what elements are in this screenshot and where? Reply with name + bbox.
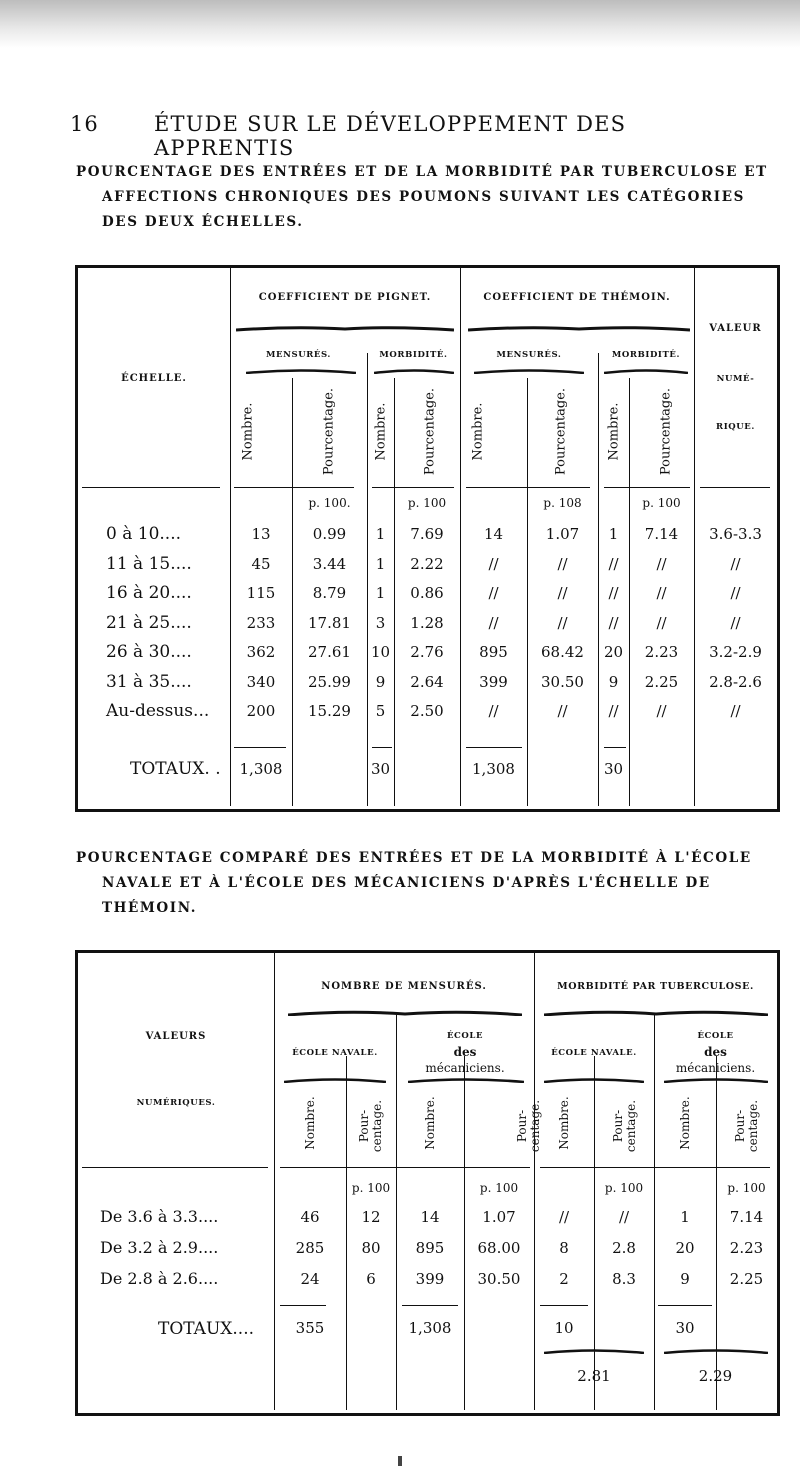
caption-line: DES DEUX ÉCHELLES. [102, 214, 304, 230]
valeur-header: VALEUR [709, 323, 762, 334]
table-cell: 3.2-2.9 [709, 643, 762, 661]
col-nombre: Nombre. [470, 402, 486, 461]
row-label: 26 à 30.... [106, 642, 192, 662]
col-pourcentage-l1: Pour- [357, 1109, 371, 1143]
col-pourcentage: Pourcentage. [658, 387, 674, 476]
ecole-mec-header: mécaniciens. [675, 1061, 756, 1075]
table-cell: 2.76 [410, 643, 444, 661]
morbidite-tuberculose-header: MORBIDITÉ PAR TUBERCULOSE. [557, 981, 754, 992]
table-cell: 6 [366, 1270, 376, 1288]
table-cell: 2.23 [644, 643, 679, 661]
table-ecoles-themoin [75, 950, 780, 1416]
table-cell: 68.42 [541, 643, 584, 661]
brace-rule [544, 1348, 644, 1354]
row-label: De 2.8 à 2.6.... [100, 1269, 219, 1288]
table-cell: 2.50 [410, 702, 444, 720]
total-cell: 355 [295, 1319, 325, 1337]
row-label: Au-dessus... [106, 701, 210, 721]
table-cell: 233 [246, 613, 276, 632]
col-nombre: Nombre. [678, 1096, 692, 1150]
table-cell: 1 [375, 584, 386, 602]
table-cell: // [488, 584, 499, 602]
table-cell: // [656, 702, 667, 720]
table-cell: 13 [251, 525, 271, 543]
running-title: ÉTUDE SUR LE DÉVELOPPEMENT DES APPRENTIS [154, 112, 627, 160]
col-pourcentage [516, 1091, 542, 1161]
table-cell: 15.29 [308, 702, 351, 720]
table-cell: 0.86 [410, 584, 444, 602]
ecole-mec-header: des [704, 1045, 727, 1059]
table-cell: 895 [415, 1239, 445, 1257]
table-cell: // [656, 613, 667, 632]
total-cell: 30 [675, 1319, 695, 1337]
table-cell: 399 [415, 1270, 445, 1288]
summary-value: 2.29 [698, 1367, 733, 1385]
table-cell: 340 [246, 672, 276, 691]
summary-value: 2.81 [577, 1367, 611, 1385]
unit-label: p. 100. [308, 496, 351, 510]
totaux-label: TOTAUX.... [158, 1319, 255, 1339]
table-cell: 46 [300, 1208, 320, 1226]
table-cell: 2.8 [612, 1239, 636, 1257]
caption-line: NAVALE ET À L'ÉCOLE DES MÉCANICIENS D'APRÈS L'ÉCHELLE DE [102, 875, 711, 891]
table-cell: 1.07 [482, 1208, 516, 1226]
table-cell: 3.44 [312, 554, 347, 573]
table-cell: 45 [251, 554, 271, 573]
unit-label: p. 100 [351, 1181, 391, 1195]
unit-label: p. 100 [727, 1181, 766, 1195]
table-cell: // [656, 554, 667, 573]
col-pourcentage-l1: Pour- [515, 1109, 529, 1143]
table-cell: 0.99 [312, 525, 347, 543]
caption-line: POURCENTAGE COMPARÉ DES ENTRÉES ET DE LA MORBIDITÉ À L'ÉCOLE [76, 850, 752, 866]
morbidite-header: MORBIDITÉ. [379, 350, 448, 360]
table-cell: 80 [361, 1239, 381, 1257]
table-cell: 7.14 [644, 525, 679, 543]
valeur-header: RIQUE. [716, 422, 755, 432]
table-cell: 2.8-2.6 [709, 672, 762, 691]
mensures-header: MENSURÉS. [496, 350, 562, 360]
table-cell: 8 [559, 1239, 569, 1257]
table-cell: 2.23 [729, 1239, 764, 1257]
table-cell: 1 [608, 525, 619, 543]
brace-rule [374, 368, 454, 374]
table-cell: 14 [420, 1208, 440, 1226]
table-cell: 895 [479, 643, 508, 661]
table-cell: 8.79 [312, 584, 347, 602]
table-cell: 24 [300, 1270, 320, 1288]
valeurs-header: NUMÉRIQUES. [136, 1098, 216, 1108]
unit-label: p. 100 [407, 496, 447, 510]
table-cell: 30.50 [541, 672, 584, 691]
table-cell: 7.14 [729, 1208, 764, 1226]
table-cell: 68.00 [477, 1239, 521, 1257]
brace-rule [544, 1009, 768, 1015]
table-cell: // [730, 613, 741, 632]
table-cell: 399 [479, 672, 508, 691]
valeurs-header: VALEURS [145, 1031, 207, 1042]
table-cell: // [488, 554, 499, 573]
ecole-mec-header: des [453, 1045, 477, 1059]
table-cell: 20 [675, 1239, 695, 1257]
page-number: 16 [70, 112, 99, 136]
table-cell: // [608, 584, 619, 602]
unit-label: p. 100 [479, 1181, 519, 1195]
col-pourcentage-l2: centage. [528, 1099, 542, 1153]
col-pourcentage-l2: centage. [624, 1099, 638, 1153]
col-pourcentage [358, 1091, 384, 1161]
table-cell: 25.99 [308, 672, 351, 691]
table-cell: 2.64 [410, 672, 444, 691]
scan-edge [0, 0, 800, 48]
valeur-header: NUMÉ- [716, 374, 755, 384]
table-cell: 2.25 [729, 1270, 764, 1288]
table-cell: 115 [246, 584, 276, 602]
col-nombre: Nombre. [240, 402, 256, 461]
table-cell: // [730, 702, 741, 720]
themoin-header: COEFFICIENT DE THÉMOIN. [483, 292, 671, 303]
table-cell: 14 [483, 525, 504, 543]
table-cell: // [557, 613, 568, 632]
pignet-header: COEFFICIENT DE PIGNET. [258, 292, 432, 303]
table-cell: // [608, 702, 619, 720]
table-cell: 2.25 [644, 672, 679, 691]
caption-line: AFFECTIONS CHRONIQUES DES POUMONS SUIVANT LES CATÉGORIES [102, 189, 745, 205]
table-cell: // [656, 584, 667, 602]
col-pourcentage-l1: Pour- [611, 1109, 625, 1143]
table-cell: 1 [375, 554, 386, 573]
totaux-label: TOTAUX. . [130, 759, 221, 779]
mensures-header: MENSURÉS. [266, 350, 331, 360]
brace-rule [246, 368, 356, 374]
caption-line: POURCENTAGE DES ENTRÉES ET DE LA MORBIDITÉ PAR TUBERCULOSE ET [76, 164, 768, 180]
row-label: 0 à 10.... [106, 524, 182, 544]
col-nombre: Nombre. [557, 1096, 571, 1150]
caption-line: THÉMOIN. [102, 900, 198, 916]
table-cell: 8.3 [612, 1270, 636, 1288]
brace-rule [408, 1077, 524, 1083]
col-pourcentage: Pourcentage. [321, 387, 337, 476]
table-cell: 3.6-3.3 [709, 525, 762, 543]
ecole-navale-header: ÉCOLE NAVALE. [292, 1048, 378, 1058]
col-nombre: Nombre. [606, 402, 622, 461]
row-label: 31 à 35.... [106, 671, 192, 692]
table-cell: // [557, 554, 568, 573]
col-pourcentage-l2: centage. [370, 1099, 384, 1153]
col-nombre: Nombre. [303, 1096, 317, 1150]
table-cell: 27.61 [308, 643, 351, 661]
total-cell: 10 [554, 1319, 574, 1337]
table-cell: // [488, 702, 499, 720]
col-nombre: Nombre. [423, 1096, 437, 1150]
table-cell: 9 [375, 672, 386, 691]
table-cell: 10 [370, 643, 391, 661]
table-cell: 9 [680, 1270, 690, 1288]
table-cell: // [488, 613, 499, 632]
table1-caption [76, 160, 782, 235]
table-cell: // [730, 584, 741, 602]
table-cell: 362 [246, 643, 276, 661]
ecole-mec-header: mécaniciens. [425, 1061, 505, 1075]
table-cell: // [558, 1208, 570, 1226]
row-label: 11 à 15.... [106, 553, 192, 574]
total-cell: 1,308 [472, 760, 515, 778]
table-cell: 30.50 [477, 1270, 521, 1288]
table-cell: 285 [295, 1239, 325, 1257]
unit-label: p. 100 [604, 1181, 644, 1195]
table-cell: 5 [375, 702, 386, 720]
ecole-mec-header: ÉCOLE [697, 1031, 734, 1041]
col-nombre: Nombre. [373, 402, 389, 461]
unit-label: p. 100 [642, 496, 681, 510]
table-cell: 3 [375, 613, 386, 632]
table-cell: // [730, 554, 741, 573]
row-label: De 3.6 à 3.3.... [100, 1207, 219, 1226]
col-pourcentage [734, 1091, 760, 1161]
echelle-header: ÉCHELLE. [121, 373, 187, 384]
brace-rule [664, 1348, 768, 1354]
table-cell: 20 [603, 643, 624, 661]
brace-rule [288, 1009, 522, 1015]
row-label: De 3.2 à 2.9.... [100, 1238, 219, 1257]
total-cell: 1,308 [408, 1319, 452, 1337]
total-cell: 1,308 [239, 760, 283, 778]
table-cell: // [608, 613, 619, 632]
col-pourcentage-l2: centage. [746, 1099, 760, 1153]
nombre-mensures-header: NOMBRE DE MENSURÉS. [321, 981, 487, 992]
table-cell: // [557, 702, 568, 720]
table-tuberculose-echelles [75, 265, 780, 812]
unit-label: p. 108 [543, 496, 582, 510]
row-label: 21 à 25.... [106, 612, 192, 633]
table-cell: // [608, 554, 619, 573]
brace-rule [284, 1077, 386, 1083]
total-cell: 30 [603, 760, 624, 778]
table-cell: 9 [608, 672, 619, 691]
brace-rule [544, 1077, 644, 1083]
table-cell: 17.81 [308, 613, 351, 632]
table-cell: 12 [361, 1208, 381, 1226]
row-label: 16 à 20.... [106, 583, 192, 603]
col-pourcentage-l1: Pour- [733, 1109, 747, 1143]
table2-caption [76, 846, 782, 921]
table-cell: 7.69 [410, 525, 444, 543]
table-cell: 1.07 [545, 525, 580, 543]
table-cell: // [618, 1208, 630, 1226]
col-pourcentage [612, 1091, 638, 1161]
table-cell: 2.22 [410, 554, 444, 573]
col-pourcentage: Pourcentage. [553, 387, 569, 476]
table-cell: // [557, 584, 568, 602]
table-cell: 1.28 [410, 613, 444, 632]
brace-rule [236, 324, 454, 330]
table-cell: 1 [680, 1208, 690, 1226]
ecole-navale-header: ÉCOLE NAVALE. [551, 1048, 637, 1058]
brace-rule [664, 1077, 768, 1083]
brace-rule [604, 368, 688, 374]
table-cell: 1 [375, 525, 386, 543]
morbidite-header: MORBIDITÉ. [611, 350, 681, 360]
ecole-mec-header: ÉCOLE [446, 1031, 484, 1041]
table-cell: 2 [559, 1270, 569, 1288]
brace-rule [468, 324, 690, 330]
col-pourcentage: Pourcentage. [422, 387, 438, 476]
total-cell: 30 [370, 760, 391, 778]
table-cell: 200 [246, 702, 276, 720]
page-mark [398, 1456, 402, 1466]
